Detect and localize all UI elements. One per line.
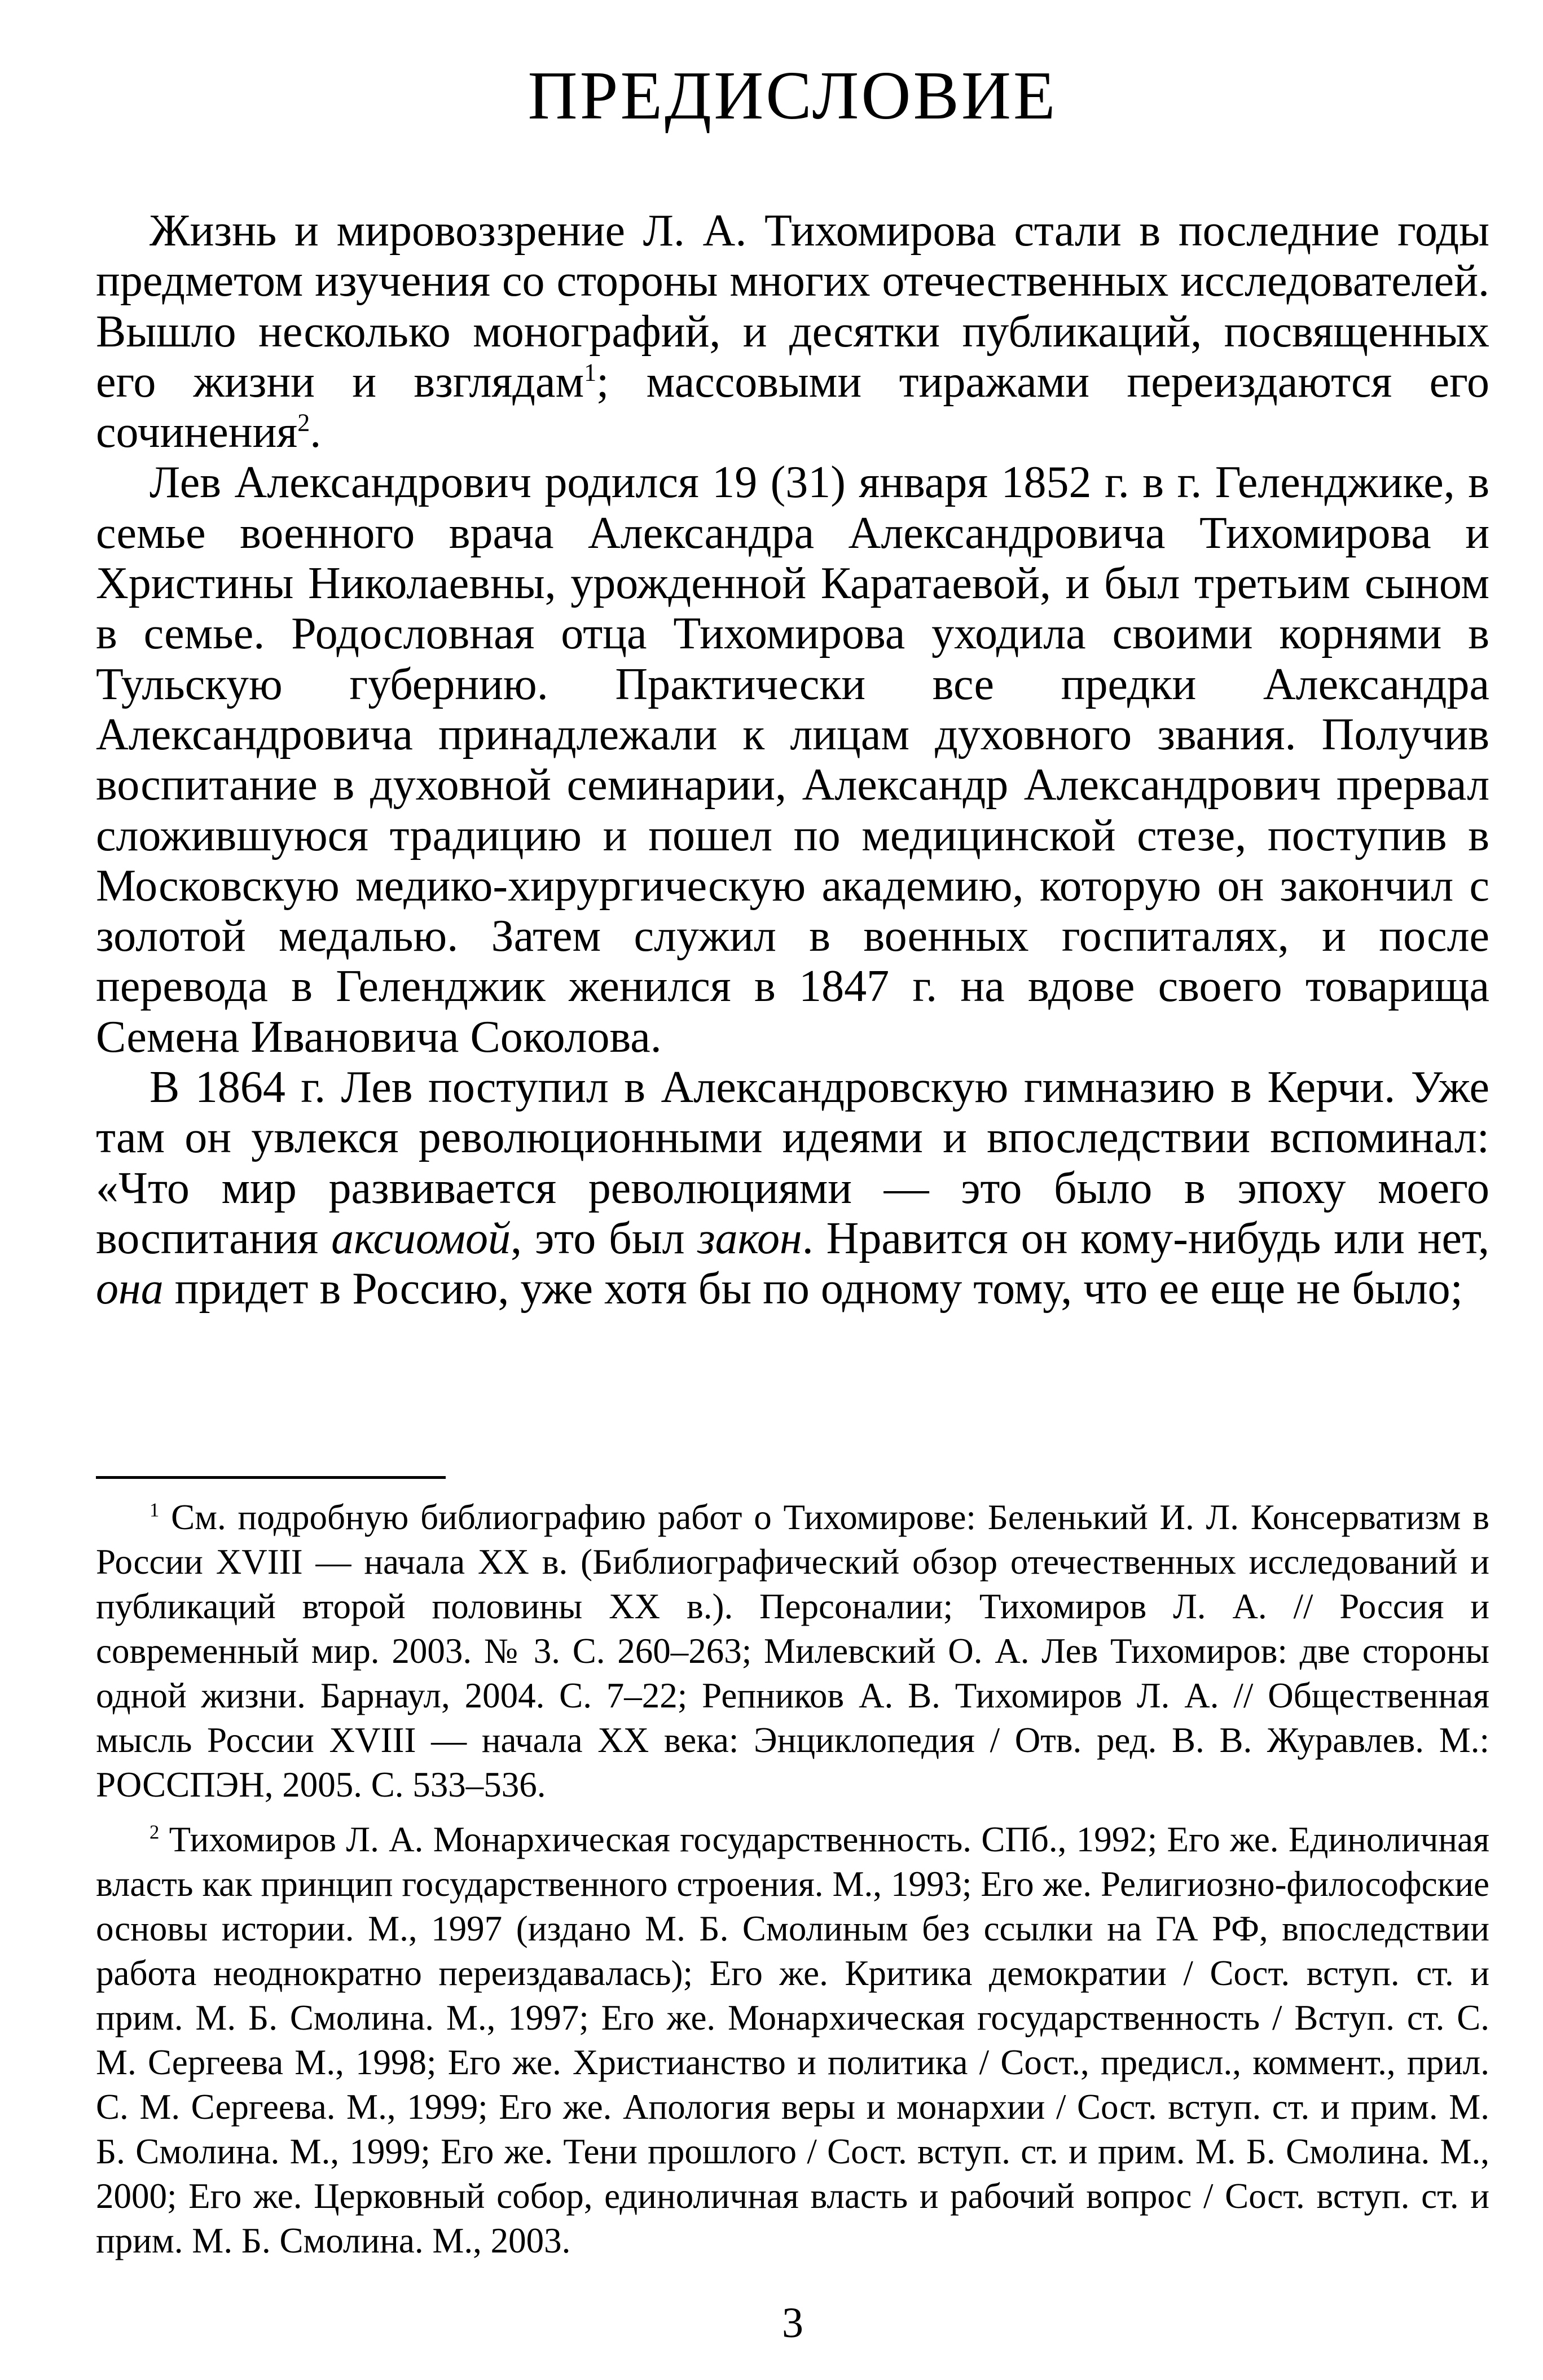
paragraph-3-text-d: придет в Россию, уже хотя бы по одному тому, что ее еще не было; bbox=[163, 1264, 1463, 1314]
footnote-1-text: См. подробную библиографию работ о Тихомирове: Беленький И. Л. Консерватизм в России XVIII — начала XX в. (Библиографический обзор отечественных исследований и публикаций второй половины XX в.). Персоналии; Тихомиров Л. А. // Россия и современный мир. 2003. № 3. С. 260–263; Милевский О. А. Лев Тихомиров: две стороны одной жизни. Барнаул, 2004. С. 7–22; Репников А. В. Тихомиров Л. А. // Общественная мысль России XVIII — начала XX века: Энциклопедия / Отв. ред. В. В. Журавлев. М.: РОССПЭН, 2005. С. 533–536. bbox=[96, 1498, 1489, 1804]
paragraph-3 bbox=[96, 1062, 1489, 1314]
footnote-2-text: Тихомиров Л. А. Монархическая государственность. СПб., 1992; Его же. Единоличная власть как принцип государственного строения. М., 1993; Его же. Религиозно-философские основы истории. М., 1997 (издано М. Б. Смолиным без ссылки на ГА РФ, впоследствии работа неоднократно переиздавалась); Его же. Критика демократии / Сост. вступ. ст. и прим. М. Б. Смолина. М., 1997; Его же. Монархическая государственность / Вступ. ст. С. М. Сергеева М., 1998; Его же. Христианство и политика / Сост., предисл., коммент., прил. С. М. Сергеева. М., 1999; Его же. Апология веры и монархии / Сост. вступ. ст. и прим. М. Б. Смолина. М., 1999; Его же. Тени прошлого / Сост. вступ. ст. и прим. М. Б. Смолина. М., 2000; Его же. Церковный собор, единоличная власть и рабочий вопрос / Сост. вступ. ст. и прим. М. Б. Смолина. М., 2003. bbox=[96, 1820, 1489, 2260]
page-title: ПРЕДИСЛОВИЕ bbox=[527, 58, 1058, 134]
main-text bbox=[96, 206, 1489, 1315]
page-number: 3 bbox=[782, 2299, 803, 2347]
paragraph-3-text-b: , это был bbox=[511, 1213, 698, 1263]
footnote-1-number: 1 bbox=[150, 1499, 160, 1521]
footnote-2-number: 2 bbox=[150, 1821, 160, 1843]
paragraph-1-text-b: ; массовыми тиражами переиздаются его сочинения bbox=[96, 357, 1490, 458]
paragraph-1-text-a: Жизнь и мировоззрение Л. А. Тихомирова стали в последние годы предметом изучения со стороны многих отечественных исследователей. Вышло несколько монографий, и десятки публикаций, посвященных его жизни и взглядам bbox=[96, 206, 1489, 407]
emphasis-axiom: аксиомой bbox=[331, 1213, 511, 1263]
paragraph-1 bbox=[96, 206, 1489, 458]
footnotes bbox=[96, 1495, 1489, 2263]
paragraph-3-text-c: . Нравится он кому-нибудь или нет, bbox=[802, 1213, 1489, 1263]
footnote-1 bbox=[96, 1495, 1489, 1807]
footnote-divider bbox=[96, 1476, 446, 1479]
paragraph-2: Лев Александрович родился 19 (31) января 1852 г. в г. Геленджике, в семье военного врача Александра Александровича Тихомирова и Христины Николаевны, урожденной Каратаевой, и был третьим сыном в семье. Родословная отца Тихомирова уходила своими корнями в Тульскую губернию. Практически все предки Александра Александровича принадлежали к лицам духовного звания. Получив воспитание в духовной семинарии, Александр Александрович прервал сложившуюся традицию и пошел по медицинской стезе, поступив в Московскую медико-хирургическую академию, которую он закончил с золотой медалью. Затем служил в военных госпиталях, и после перевода в Геленджик женился в 1847 г. на вдове своего товарища Семена Ивановича Соколова. bbox=[96, 458, 1489, 1062]
book-page bbox=[96, 0, 1489, 2380]
paragraph-1-text-c: . bbox=[310, 407, 322, 458]
emphasis-she: она bbox=[96, 1264, 164, 1314]
paragraph-3-text-a: В 1864 г. Лев поступил в Александровскую гимназию в Керчи. Уже там он увлекся революционными идеями и впоследствии вспоминал: «Что мир развивается революциями — это было в эпоху моего воспитания bbox=[96, 1062, 1489, 1263]
footnote-2 bbox=[96, 1817, 1489, 2263]
footnote-ref-1: 1 bbox=[584, 358, 597, 387]
footnote-ref-2: 2 bbox=[297, 409, 310, 437]
emphasis-law: закон bbox=[697, 1213, 802, 1263]
